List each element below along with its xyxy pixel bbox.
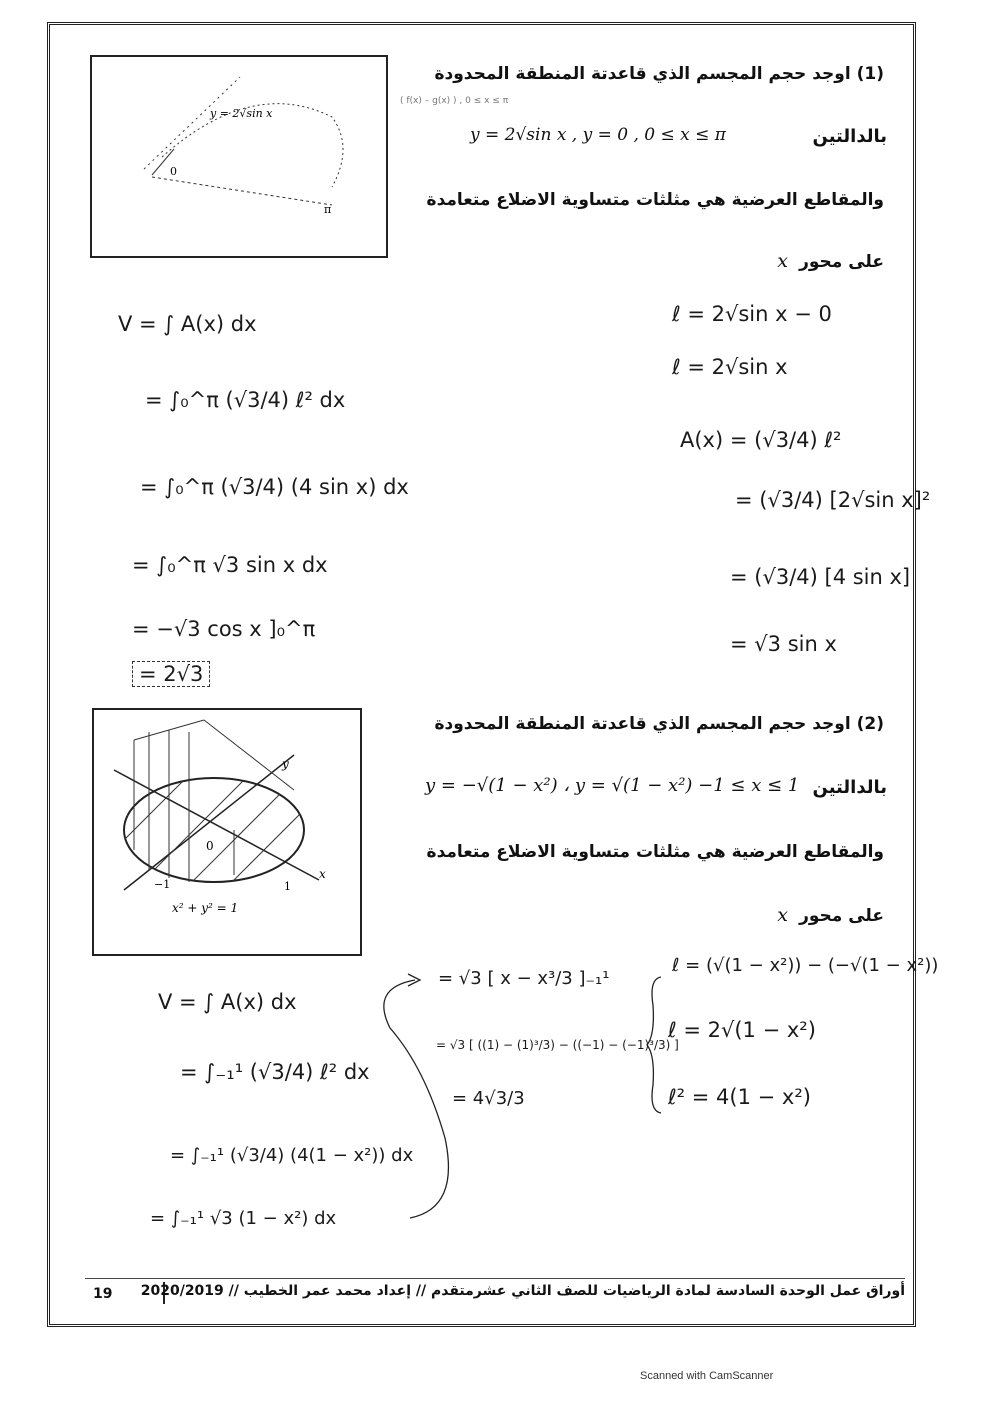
problem-1-faint-text: ( f(x) – g(x) ) , 0 ≤ x ≤ π <box>400 96 509 106</box>
p2-work-middle-1: = √3 [ ((1) − (1)³/3) − ((−1) − (−1)³/3) ] <box>436 1038 679 1052</box>
problem-2-axis-var: x <box>777 904 788 926</box>
p2-work-right-1: ℓ = 2√(1 − x²) <box>668 1018 816 1042</box>
figure-2-y-label: y <box>282 757 289 771</box>
problem-1-axis-var: x <box>777 250 788 272</box>
p1-work-left-0: V = ∫ A(x) dx <box>118 312 257 336</box>
problem-1-bounds-label: بالدالتين <box>812 126 887 147</box>
p2-work-left-2: = ∫₋₁¹ (√3/4) (4(1 − x²)) dx <box>170 1145 414 1166</box>
p1-work-left-1: = ∫₀^π (√3/4) ℓ² dx <box>145 388 346 412</box>
problem-2-cross-section: والمقاطع العرضية هي مثلثات متساوية الاضلاع متعامدة <box>426 842 884 862</box>
figure-1-pi-label: π <box>324 203 332 216</box>
figure-2-box <box>92 708 362 956</box>
p2-work-left-1: = ∫₋₁¹ (√3/4) ℓ² dx <box>180 1060 370 1084</box>
problem-1-title: (1) اوجد حجم المجسم الذي قاعدتة المنطقة المحدودة <box>434 64 884 84</box>
figure-2-neg-one: −1 <box>154 878 171 891</box>
p2-work-right-0: ℓ = (√(1 − x²)) − (−√(1 − x²)) <box>672 955 939 976</box>
p1-work-left-2: = ∫₀^π (√3/4) (4 sin x) dx <box>140 475 409 499</box>
figure-2-graph <box>94 710 360 954</box>
p1-work-right-2: A(x) = (√3/4) ℓ² <box>680 428 842 452</box>
footer-text: أوراق عمل الوحدة السادسة لمادة الرياضيات للصف الثاني عشرمتقدم // إعداد محمد عمر الخطيب // 2020/2019 <box>140 1283 905 1299</box>
figure-2-x-label: x <box>319 867 326 881</box>
problem-1-axis-row <box>777 250 884 272</box>
p2-work-middle-0: = √3 [ x − x³/3 ]₋₁¹ <box>438 968 610 989</box>
p1-final-answer: = 2√3 <box>132 661 210 687</box>
scanner-watermark: Scanned with CamScanner <box>640 1370 774 1382</box>
p2-work-left-0: V = ∫ A(x) dx <box>158 990 297 1014</box>
p1-work-right-5: = √3 sin x <box>730 632 837 656</box>
figure-1-origin-label: 0 <box>170 165 177 178</box>
p1-work-left-4: = −√3 cos x ]₀^π <box>132 617 316 641</box>
footer <box>85 1278 905 1308</box>
problem-2-bounds-expr: y = −√(1 − x²) ، y = √(1 − x²) −1 ≤ x ≤ 1 <box>425 775 800 796</box>
p2-work-left-3: = ∫₋₁¹ √3 (1 − x²) dx <box>150 1208 337 1229</box>
p1-work-left-5 <box>132 662 210 686</box>
p1-work-left-3: = ∫₀^π √3 sin x dx <box>132 553 328 577</box>
figure-1-graph <box>92 57 386 256</box>
figure-1-box <box>90 55 388 258</box>
p2-work-right-2: ℓ² = 4(1 − x²) <box>668 1085 811 1109</box>
problem-1-axis-label: على محور <box>799 252 884 272</box>
figure-2-origin-label: 0 <box>206 839 214 853</box>
problem-1-cross-section: والمقاطع العرضية هي مثلثات متساوية الاضلاع متعامدة <box>426 190 884 210</box>
problem-2-bounds-label: بالدالتين <box>812 777 887 798</box>
figure-2-equation: x² + y² = 1 <box>172 901 239 915</box>
figure-1-curve-label: y = 2√sin x <box>210 107 273 120</box>
p1-work-right-4: = (√3/4) [4 sin x] <box>730 565 911 589</box>
p1-work-right-1: ℓ = 2√sin x <box>672 355 788 379</box>
page-number: 19 <box>93 1286 113 1302</box>
p1-work-right-0: ℓ = 2√sin x − 0 <box>672 302 832 326</box>
problem-2-axis-label: على محور <box>799 906 884 926</box>
p2-work-middle-2: = 4√3/3 <box>452 1088 525 1109</box>
problem-1-bounds-expr: y = 2√sin x , y = 0 , 0 ≤ x ≤ π <box>470 125 726 145</box>
problem-2-axis-row <box>777 904 884 926</box>
p1-work-right-3: = (√3/4) [2√sin x]² <box>735 488 931 512</box>
brace <box>645 975 665 1115</box>
problem-2-title: (2) اوجد حجم المجسم الذي قاعدتة المنطقة المحدودة <box>434 714 884 734</box>
figure-2-pos-one: 1 <box>284 880 291 893</box>
